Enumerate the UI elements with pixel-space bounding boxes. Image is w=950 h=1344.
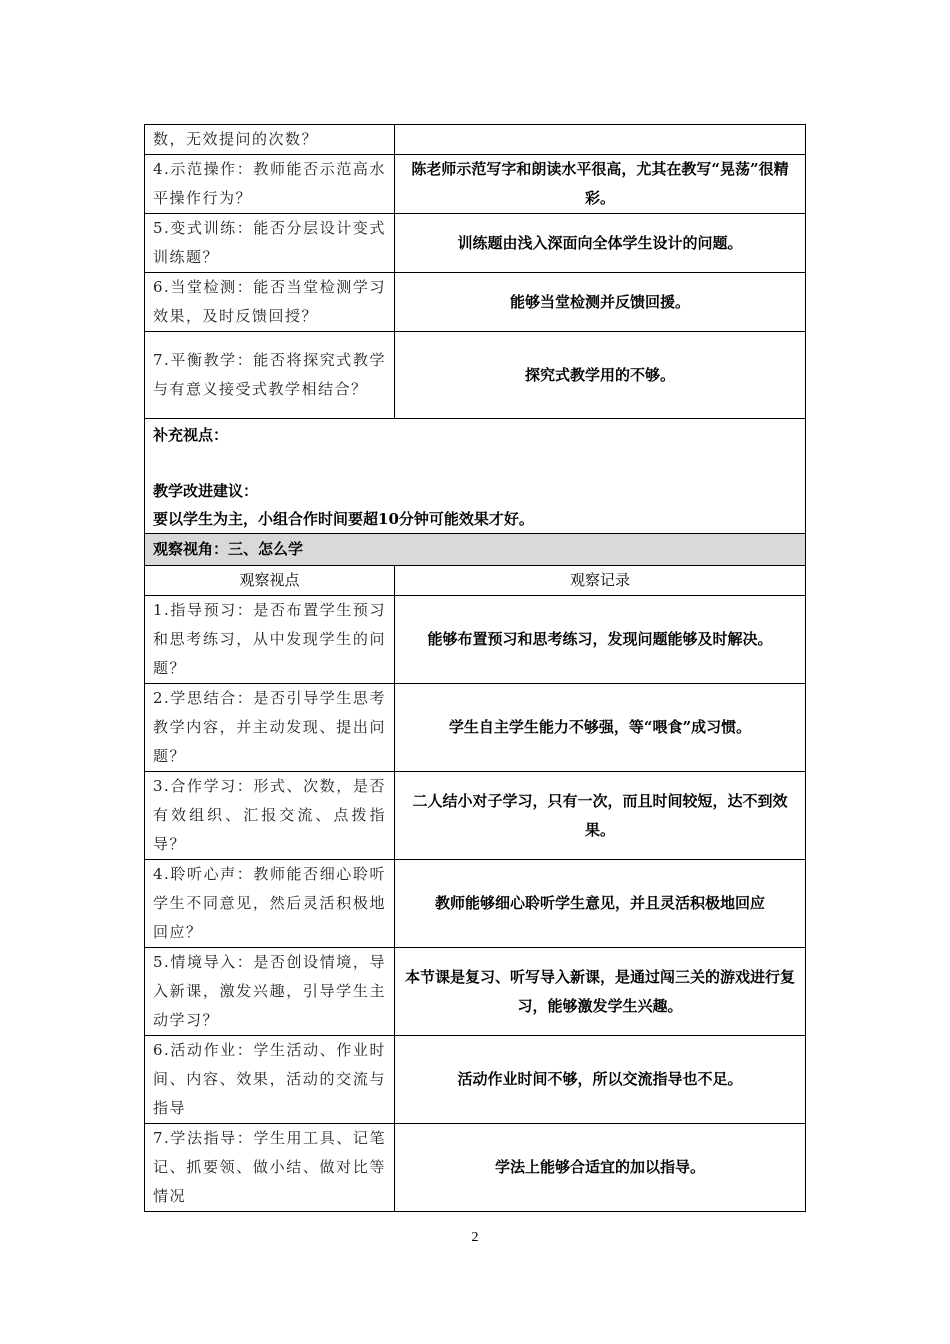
suggestion-label: 教学改进建议： xyxy=(153,482,259,500)
observation-point: 6.活动作业：学生活动、作业时间、内容、效果，活动的交流与指导 xyxy=(145,1036,395,1124)
observation-point: 7.学法指导：学生用工具、记笔记、抓要领、做小结、做对比等情况 xyxy=(145,1124,395,1212)
notes-row xyxy=(145,419,806,534)
table-row xyxy=(145,1036,806,1124)
observation-record: 教师能够细心聆听学生意见，并且灵活积极地回应 xyxy=(395,860,806,948)
spacer xyxy=(153,449,797,477)
observation-point: 数，无效提问的次数？ xyxy=(145,125,395,155)
observation-record: 陈老师示范写字和朗读水平很高，尤其在教写“晃荡”很精彩。 xyxy=(395,155,806,214)
table-row xyxy=(145,948,806,1036)
section-title: 观察视角：三、怎么学 xyxy=(145,534,806,566)
observation-point: 7.平衡教学：能否将探究式教学与有意义接受式教学相结合？ xyxy=(145,332,395,419)
observation-table xyxy=(144,124,806,1212)
table-row xyxy=(145,214,806,273)
observation-record: 学法上能够合适宜的加以指导。 xyxy=(395,1124,806,1212)
column-header-record: 观察记录 xyxy=(395,566,806,596)
observation-record: 活动作业时间不够，所以交流指导也不足。 xyxy=(395,1036,806,1124)
column-header-point: 观察视点 xyxy=(145,566,395,596)
observation-point: 4.示范操作：教师能否示范高水平操作行为？ xyxy=(145,155,395,214)
observation-record: 本节课是复习、听写导入新课，是通过闯三关的游戏进行复习，能够激发学生兴趣。 xyxy=(395,948,806,1036)
table-row xyxy=(145,684,806,772)
observation-record: 能够布置预习和思考练习，发现问题能够及时解决。 xyxy=(395,596,806,684)
observation-record xyxy=(395,125,806,155)
observation-point: 3.合作学习：形式、次数，是否有效组织、汇报交流、点拨指导？ xyxy=(145,772,395,860)
table-row xyxy=(145,125,806,155)
observation-record: 探究式教学用的不够。 xyxy=(395,332,806,419)
observation-point: 5.变式训练：能否分层设计变式训练题？ xyxy=(145,214,395,273)
notes-cell xyxy=(145,419,806,534)
suggestion-text: 要以学生为主，小组合作时间要超10分钟可能效果才好。 xyxy=(153,510,534,528)
observation-record: 能够当堂检测并反馈回援。 xyxy=(395,273,806,332)
observation-record: 学生自主学生能力不够强，等“喂食”成习惯。 xyxy=(395,684,806,772)
observation-record: 训练题由浅入深面向全体学生设计的问题。 xyxy=(395,214,806,273)
supplement-label: 补充视点： xyxy=(153,426,229,444)
table-row xyxy=(145,273,806,332)
observation-point: 4.聆听心声：教师能否细心聆听学生不同意见，然后灵活积极地回应？ xyxy=(145,860,395,948)
observation-point: 6.当堂检测：能否当堂检测学习效果，及时反馈回授？ xyxy=(145,273,395,332)
table-row xyxy=(145,1124,806,1212)
table-row xyxy=(145,332,806,419)
column-header-row xyxy=(145,566,806,596)
table-row xyxy=(145,772,806,860)
table-row xyxy=(145,860,806,948)
section-header-row xyxy=(145,534,806,566)
observation-point: 1.指导预习：是否布置学生预习和思考练习，从中发现学生的问题？ xyxy=(145,596,395,684)
observation-point: 2.学思结合：是否引导学生思考教学内容，并主动发现、提出问题？ xyxy=(145,684,395,772)
observation-point: 5.情境导入：是否创设情境，导入新课，激发兴趣，引导学生主动学习？ xyxy=(145,948,395,1036)
table-row xyxy=(145,155,806,214)
page-number: 2 xyxy=(471,1230,479,1245)
table-row xyxy=(145,596,806,684)
observation-record: 二人结小对子学习，只有一次，而且时间较短，达不到效果。 xyxy=(395,772,806,860)
